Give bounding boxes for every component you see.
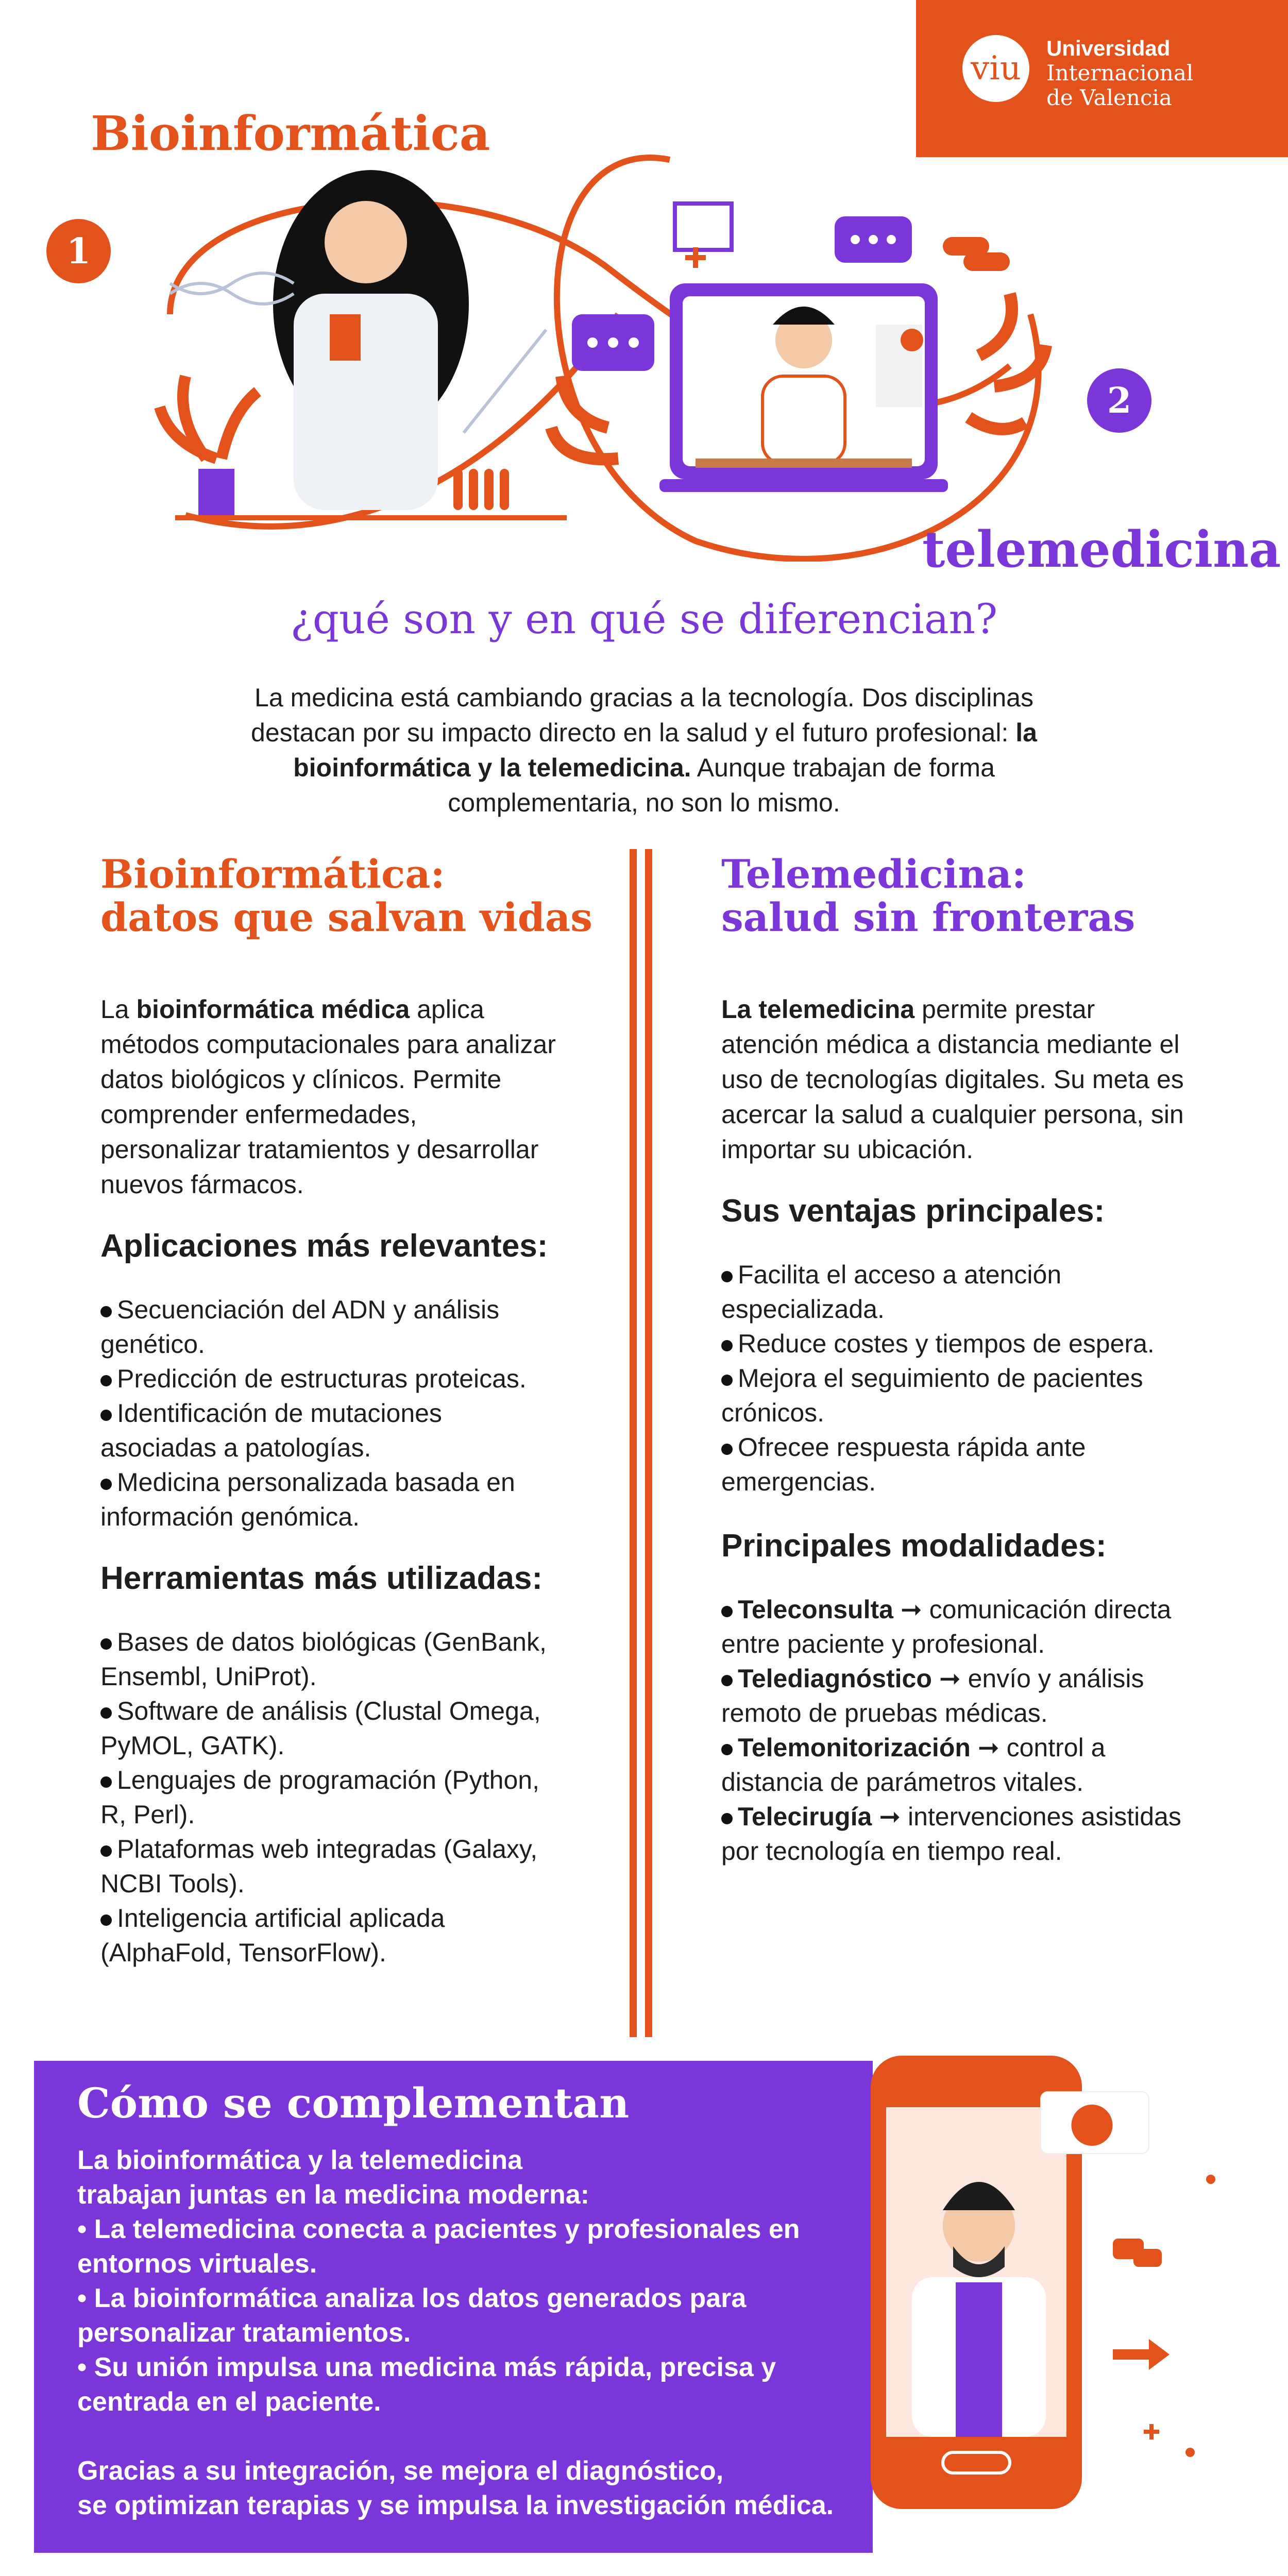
pill-icon — [943, 237, 1010, 271]
list-item: Reduce costes y tiempos de espera. — [721, 1327, 1195, 1361]
left-title-line-1: Bioinformática: — [100, 851, 445, 897]
doctor-laptop-illustration — [659, 283, 948, 492]
list-item: Medicina personalizada basada en información genómica. — [100, 1468, 515, 1531]
list-item: Facilita el acceso a atención especializada. — [721, 1260, 1062, 1324]
logo-line-2: Internacional — [1046, 60, 1194, 86]
list-item: Predicción de estructuras proteicas. — [100, 1362, 564, 1396]
arrow-icon: ➞ — [900, 1595, 922, 1624]
applications-heading: Aplicaciones más relevantes: — [100, 1228, 548, 1264]
list-item: Telemonitorización ➞ control a distancia de parámetros vitales. — [721, 1733, 1106, 1797]
intro-bold: la bioinformática y la telemedicina. — [293, 718, 1037, 782]
list-item: Lenguajes de programación (Python, R, Perl). — [100, 1766, 539, 1829]
complement-lead-1: La bioinformática y la telemedicina — [77, 2145, 523, 2175]
list-item: • La bioinformática analiza los datos generados para personalizar tratamientos. — [77, 2283, 747, 2348]
list-item: Teleconsulta ➞ comunicación directa entre paciente y profesional. — [721, 1595, 1172, 1658]
applications-list — [100, 1293, 564, 1534]
list-item: Secuenciación del ADN y análisis genético. — [100, 1295, 500, 1359]
right-intro-text: La telemedicina permite prestar atención médica a distancia mediante el uso de tecnologías digitales. Su meta es acercar la salud a cualquier persona, sin importar su ubicación. — [721, 995, 1184, 1164]
list-item: Telediagnóstico ➞ envío y análisis remoto de pruebas médicas. — [721, 1664, 1144, 1727]
arrow-icon: ➞ — [977, 1733, 999, 1762]
list-item: Ofrecee respuesta rápida ante emergencias. — [721, 1433, 1086, 1496]
complement-lead-2: trabajan juntas en la medicina moderna: — [77, 2180, 590, 2210]
list-item: • La telemedicina conecta a pacientes y profesionales en entornos virtuales. — [77, 2214, 800, 2279]
right-column-title — [721, 853, 1135, 939]
list-item: Software de análisis (Clustal Omega, PyMOL, GATK). — [100, 1697, 541, 1760]
column-divider — [645, 849, 652, 2037]
arrow-icon: ➞ — [879, 1802, 901, 1831]
arrow-icon: ➞ — [939, 1664, 961, 1693]
phone-doctor-illustration — [871, 2056, 1242, 2514]
complement-title: Cómo se complementan — [77, 2079, 630, 2127]
logo-mark: viu — [962, 35, 1029, 102]
intro-text-2: Aunque trabajan de forma complementaria, no son lo mismo. — [448, 753, 995, 817]
complement-closing-2: se optimizan terapias y se impulsa la investigación médica. — [77, 2490, 834, 2520]
subtitle: ¿qué son y en qué se diferencian? — [290, 595, 998, 643]
scientist-illustration — [160, 170, 567, 520]
title-bioinformatica: Bioinformática — [91, 106, 490, 161]
medical-kit-icon — [675, 204, 732, 268]
list-item: Inteligencia artificial aplicada (AlphaFold, TensorFlow). — [100, 1904, 445, 1967]
column-divider — [630, 849, 637, 2037]
right-title-line-1: Telemedicina: — [721, 851, 1026, 897]
logo-line-1: Universidad — [1046, 36, 1171, 60]
title-telemedicina: telemedicina — [922, 520, 1281, 579]
left-title-line-2: datos que salvan vidas — [100, 894, 592, 940]
list-item: • Su unión impulsa una medicina más rápida, precisa y centrada en el paciente. — [77, 2352, 776, 2417]
intro-text-1: La medicina está cambiando gracias a la tecnología. Dos disciplinas destacan por su impacto directo en la salud y el futuro profesional: — [251, 683, 1033, 747]
modalities-list — [721, 1592, 1195, 1869]
modalities-heading: Principales modalidades: — [721, 1528, 1107, 1564]
complement-closing-1: Gracias a su integración, se mejora el diagnóstico, — [77, 2456, 724, 2486]
logo-line-3: de Valencia — [1046, 85, 1172, 110]
right-column-body — [721, 992, 1195, 1869]
badge-2: 2 — [1087, 368, 1151, 433]
tools-heading: Herramientas más utilizadas: — [100, 1561, 543, 1596]
left-intro-text: La bioinformática médica aplica métodos computacionales para analizar datos biológicos y clínicos. Permite comprender enfermedades, personalizar tratamientos y desarrollar nuevos fármacos. — [100, 995, 556, 1199]
list-item: Bases de datos biológicas (GenBank, Ensembl, UniProt). — [100, 1628, 547, 1691]
intro-paragraph — [216, 680, 1072, 820]
list-item: Telecirugía ➞ intervenciones asistidas por tecnología en tiempo real. — [721, 1802, 1181, 1866]
badge-1: 1 — [46, 219, 111, 283]
list-item: Identificación de mutaciones asociadas a patologías. — [100, 1399, 442, 1462]
advantages-heading: Sus ventajas principales: — [721, 1193, 1105, 1229]
advantages-list — [721, 1258, 1195, 1499]
left-column-body — [100, 992, 564, 1970]
left-column-title — [100, 853, 592, 939]
tools-list — [100, 1625, 564, 1970]
list-item: Plataformas web integradas (Galaxy, NCBI Tools). — [100, 1835, 538, 1898]
list-item: Mejora el seguimiento de pacientes crónicos. — [721, 1364, 1143, 1427]
right-title-line-2: salud sin fronteras — [721, 894, 1136, 940]
complement-text — [77, 2143, 881, 2523]
header-illustration — [0, 98, 1288, 562]
